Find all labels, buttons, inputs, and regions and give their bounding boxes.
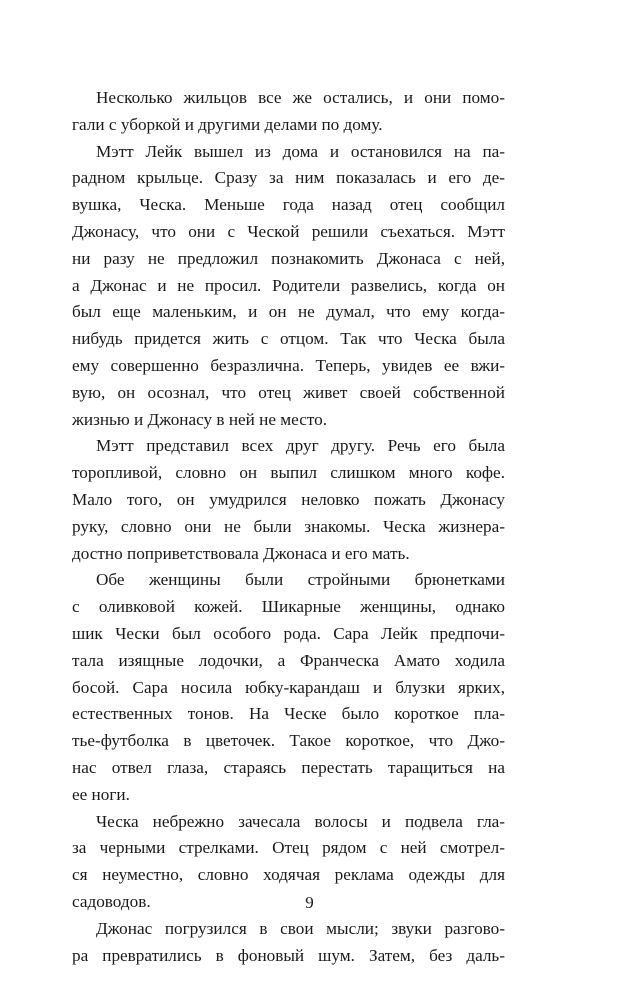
text-line: вую, он осознал, что отец живет своей собственной [72, 382, 505, 402]
paragraph [72, 567, 505, 808]
text-line: был еще маленьким, и он не думал, что ему когда- [72, 302, 505, 322]
text-line: с оливковой кожей. Шикарные женщины, однако [72, 597, 505, 617]
text-line: Джонасу, что они с Ческой решили съехаться. Мэтт [72, 221, 505, 241]
text-line: нибудь придется жить с отцом. Так что Ческа была [72, 329, 505, 349]
text-line: гали с уборкой и другими делами по дому. [72, 114, 383, 134]
text-line: Мало того, он умудрился неловко пожать Джонасу [72, 489, 505, 509]
text-line: естественных тонов. На Ческе было короткое пла- [72, 704, 505, 724]
text-line: ее ноги. [72, 784, 130, 804]
text-line: Обе женщины были стройными брюнетками [96, 570, 505, 590]
text-line: за черными стрелками. Отец рядом с ней смотрел- [72, 838, 505, 858]
text-line: ему совершенно безразлична. Теперь, увидев ее вжи- [72, 355, 505, 375]
text-line: радном крыльце. Сразу за ним показалась и его де- [72, 168, 505, 188]
paragraph [72, 85, 505, 139]
text-line: шик Чески был особого рода. Сара Лейк предпочи- [72, 623, 505, 643]
text-line: а Джонас и не просил. Родители развелись, когда он [72, 275, 505, 295]
text-line: тала изящные лодочки, а Франческа Амато ходила [72, 650, 505, 670]
text-line: нас отвел глаза, стараясь перестать таращиться на [72, 757, 505, 777]
text-line: босой. Сара носила юбку-карандаш и блузки ярких, [72, 677, 505, 697]
body-text [72, 85, 505, 969]
text-line: Мэтт представил всех друг другу. Речь его была [96, 436, 505, 456]
text-line: Несколько жильцов все же остались, и они помо- [96, 88, 505, 107]
text-line: торопливой, словно он выпил слишком много кофе. [72, 463, 505, 483]
text-line: ся неуместно, словно ходячая реклама одежды для [72, 865, 505, 885]
text-line: садоводов. [72, 891, 151, 911]
text-line: ра превратились в фоновый шум. Затем, без даль- [72, 945, 505, 965]
text-line: Мэтт Лейк вышел из дома и остановился на па- [96, 141, 505, 161]
text-line: руку, словно они не были знакомы. Ческа жизнера- [72, 516, 505, 536]
text-line: ни разу не предложил познакомить Джонаса с ней, [72, 248, 505, 268]
text-line: жизнью и Джонасу в ней не место. [72, 409, 328, 429]
text-line: вушка, Ческа. Меньше года назад отец сообщил [72, 195, 505, 215]
paragraph [72, 433, 505, 567]
text-line: достно поприветствовала Джонаса и его мать. [72, 543, 410, 563]
text-line: тье-футболка в цветочек. Такое короткое, что Джо- [72, 731, 505, 751]
paragraph [72, 139, 505, 434]
page-number: 9 [305, 893, 314, 912]
paragraph [72, 916, 505, 970]
text-line: Ческа небрежно зачесала волосы и подвела гла- [96, 811, 505, 831]
text-line: Джонас погрузился в свои мысли; звуки разгово- [96, 918, 505, 938]
